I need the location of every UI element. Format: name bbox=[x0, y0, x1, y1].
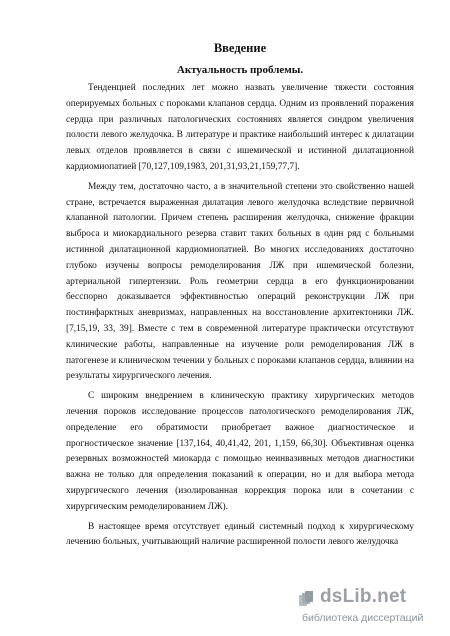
paragraph-1: Тенденцией последних лет можно назвать увеличение тяжести состояния оперируемых больных с пороками клапанов сердца. Одним из проявлений поражения сердца при различных патологических состояниях является синдром увеличения полости левого желудочка. В литературе и практике наибольший интерес к дилатации левых отделов проявляется в связи с ишемической и истинной дилатационной кардиомиопатией [70,127,109,1983, 201,31,93,21,159,77,7]. bbox=[66, 83, 414, 172]
document-stack-icon bbox=[298, 590, 316, 608]
document-page bbox=[66, 40, 414, 555]
paragraph-3: С широким внедрением в клиническую практику хирургических методов лечения пороков исследование процессов патологического ремоделирования ЛЖ, определение его обратимости приобретает важное диагностическое и прогностическое значение [137,164, 40,41,42, 201, 1,159, 66,30]. Объективная оценка резервных возможностей миокарда с помощью неинвазивных методов диагностики важна не только для определения показаний к операции, но и для выбора метода хирургического лечения (изолированная коррекция порока или в сочетании с хирургическим ремоделированием ЛЖ). bbox=[66, 391, 414, 512]
section-heading: Актуальность проблемы. bbox=[176, 64, 304, 76]
document-title: Введение bbox=[213, 41, 267, 55]
paragraph-2: Между тем, достаточно часто, а в значительной степени это свойственно нашей стране, встречается выраженная дилатация левого желудочка вследствие первичной клапанной патологии. Причем степень расширения желудочка, снижение фракции выброса и миокардиального резерва ставит таких больных в один ряд с больными истинной дилатационной кардиомиопатией. Во многих исследованиях достаточно глубоко изучены вопросы ремоделирования ЛЖ при ишемической болезни, артериальной гипертензии. Роль геометрии сердца в его функционировании бесспорно доказывается эффективностью операций реконструкции ЛЖ при постинфарктных аневризмах, направленных на восстановление архитектоники ЛЖ. [7,15,19, 33, 39]. Вместе с тем в современной литературе практически отсутствуют клинические работы, направленные на изучение роли ремоделирования ЛЖ в патогенезе и клиническом течении у больных с пороками клапанов сердца, влиянии на результаты хирургического лечения. bbox=[66, 181, 414, 382]
watermark-tagline: библиотека диссертаций bbox=[302, 612, 424, 624]
watermark-name: dsLib.net bbox=[320, 586, 407, 607]
paragraph-4: В настоящее время отсутствует единый системный подход к хирургическому лечению больных, учитывающий наличие расширенной полости левого желудочка bbox=[66, 521, 414, 548]
watermark bbox=[290, 588, 440, 628]
